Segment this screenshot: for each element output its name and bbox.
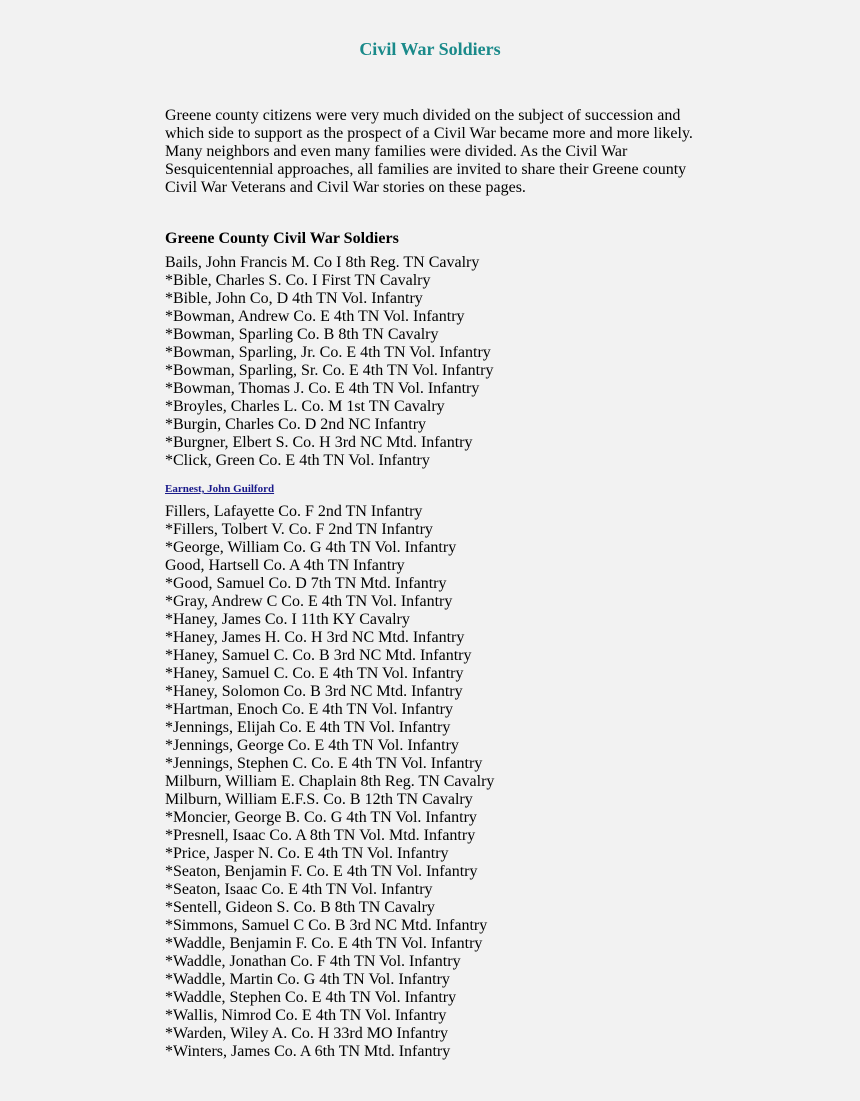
soldier-entry: *Jennings, George Co. E 4th TN Vol. Infantry <box>165 737 459 754</box>
soldier-entry: Good, Hartsell Co. A 4th TN Infantry <box>165 557 405 574</box>
soldier-entry: *Gray, Andrew C Co. E 4th TN Vol. Infantry <box>165 593 453 610</box>
soldier-entry: *Broyles, Charles L. Co. M 1st TN Cavalry <box>165 398 445 415</box>
soldier-entry: *Sentell, Gideon S. Co. B 8th TN Cavalry <box>165 899 435 916</box>
page-title: Civil War Soldiers <box>359 39 501 59</box>
soldier-entry: *Bowman, Sparling, Sr. Co. E 4th TN Vol. Infantry <box>165 362 494 379</box>
soldier-entry: *Price, Jasper N. Co. E 4th TN Vol. Infantry <box>165 845 449 862</box>
soldier-entry: *Bible, Charles S. Co. I First TN Cavalry <box>165 272 431 289</box>
soldier-entry: *Fillers, Tolbert V. Co. F 2nd TN Infantry <box>165 521 433 538</box>
soldier-entry: *Waddle, Benjamin F. Co. E 4th TN Vol. Infantry <box>165 935 483 952</box>
soldier-list <box>165 254 493 470</box>
soldier-entry: *Bowman, Sparling Co. B 8th TN Cavalry <box>165 326 439 343</box>
soldier-list <box>165 503 494 1061</box>
soldier-entry: *Jennings, Stephen C. Co. E 4th TN Vol. Infantry <box>165 755 483 772</box>
soldier-entry: *Hartman, Enoch Co. E 4th TN Vol. Infantry <box>165 701 453 718</box>
soldier-entry: Bails, John Francis M. Co I 8th Reg. TN Cavalry <box>165 254 480 271</box>
soldier-entry: *Click, Green Co. E 4th TN Vol. Infantry <box>165 452 430 469</box>
soldier-entry: *Winters, James Co. A 6th TN Mtd. Infantry <box>165 1043 451 1060</box>
soldier-entry: *Bible, John Co, D 4th TN Vol. Infantry <box>165 290 423 307</box>
soldier-link-earnest[interactable]: Earnest, John Guilford <box>165 483 275 495</box>
section-heading: Greene County Civil War Soldiers <box>165 230 399 247</box>
soldier-entry: Fillers, Lafayette Co. F 2nd TN Infantry <box>165 503 423 520</box>
soldier-entry: *Bowman, Andrew Co. E 4th TN Vol. Infantry <box>165 308 465 325</box>
soldier-entry: *George, William Co. G 4th TN Vol. Infantry <box>165 539 457 556</box>
soldier-entry: *Warden, Wiley A. Co. H 33rd MO Infantry <box>165 1025 449 1042</box>
soldier-entry: *Bowman, Thomas J. Co. E 4th TN Vol. Infantry <box>165 380 480 397</box>
soldier-entry: *Presnell, Isaac Co. A 8th TN Vol. Mtd. Infantry <box>165 827 476 844</box>
soldier-entry: *Waddle, Martin Co. G 4th TN Vol. Infantry <box>165 971 450 988</box>
soldier-entry: *Haney, James Co. I 11th KY Cavalry <box>165 611 410 628</box>
soldier-entry: *Haney, James H. Co. H 3rd NC Mtd. Infantry <box>165 629 465 646</box>
soldier-entry: *Seaton, Isaac Co. E 4th TN Vol. Infantry <box>165 881 433 898</box>
intro-line: Civil War Veterans and Civil War stories on these pages. <box>165 179 526 196</box>
intro-line: Many neighbors and even many families were divided. As the Civil War <box>165 143 628 160</box>
intro-line: which side to support as the prospect of a Civil War became more and more likely. <box>165 125 693 142</box>
soldier-entry: *Burgin, Charles Co. D 2nd NC Infantry <box>165 416 427 433</box>
soldier-entry: *Simmons, Samuel C Co. B 3rd NC Mtd. Infantry <box>165 917 488 934</box>
soldier-entry: *Waddle, Jonathan Co. F 4th TN Vol. Infantry <box>165 953 461 970</box>
soldier-entry: *Good, Samuel Co. D 7th TN Mtd. Infantry <box>165 575 447 592</box>
intro-line: Sesquicentennial approaches, all families are invited to share their Greene county <box>165 161 687 178</box>
soldier-entry: *Haney, Samuel C. Co. E 4th TN Vol. Infantry <box>165 665 464 682</box>
soldier-entry: *Haney, Samuel C. Co. B 3rd NC Mtd. Infantry <box>165 647 472 664</box>
soldier-entry: *Waddle, Stephen Co. E 4th TN Vol. Infantry <box>165 989 457 1006</box>
soldier-entry: *Haney, Solomon Co. B 3rd NC Mtd. Infantry <box>165 683 463 700</box>
soldier-entry: Milburn, William E.F.S. Co. B 12th TN Cavalry <box>165 791 473 808</box>
soldier-entry: *Seaton, Benjamin F. Co. E 4th TN Vol. Infantry <box>165 863 478 880</box>
soldier-entry: *Bowman, Sparling, Jr. Co. E 4th TN Vol. Infantry <box>165 344 491 361</box>
intro-line: Greene county citizens were very much divided on the subject of succession and <box>165 107 681 124</box>
soldier-entry: *Wallis, Nimrod Co. E 4th TN Vol. Infantry <box>165 1007 447 1024</box>
soldier-entry: *Jennings, Elijah Co. E 4th TN Vol. Infantry <box>165 719 451 736</box>
soldier-entry: *Moncier, George B. Co. G 4th TN Vol. Infantry <box>165 809 477 826</box>
soldier-entry: *Burgner, Elbert S. Co. H 3rd NC Mtd. Infantry <box>165 434 473 451</box>
intro-paragraph <box>165 107 725 197</box>
soldier-entry: Milburn, William E. Chaplain 8th Reg. TN Cavalry <box>165 773 495 790</box>
